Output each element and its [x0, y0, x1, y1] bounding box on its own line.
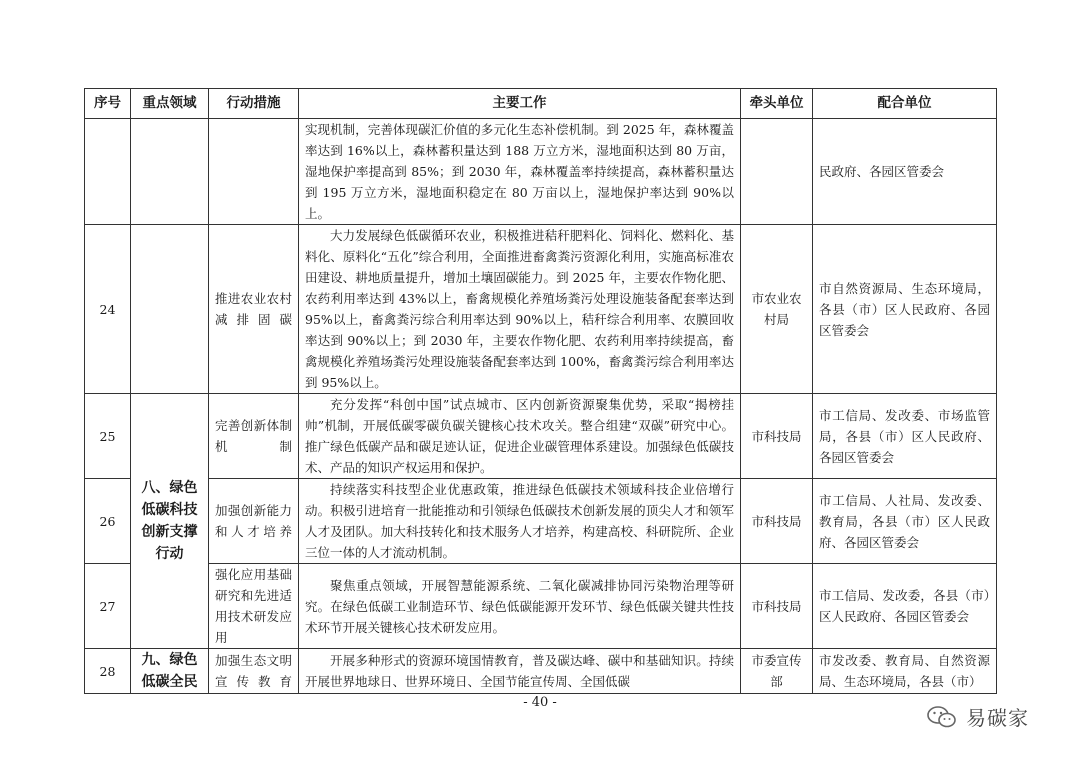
- lead-unit-cell: 市科技局: [741, 479, 813, 564]
- table-row: [85, 225, 997, 394]
- coop-unit-cell: 市工信局、发改委，各县（市）区人民政府、各园区管委会: [813, 564, 997, 649]
- action-cell: 加强创新能力和人才培养: [209, 479, 299, 564]
- coop-unit-cell: 市自然资源局、生态环境局，各县（市）区人民政府、各园区管委会: [813, 225, 997, 394]
- work-cell: 大力发展绿色低碳循环农业，积极推进秸秆肥料化、饲料化、燃料化、基料化、原料化“五化”综合利用，全面推进畜禽粪污资源化利用，实施高标准农田建设、耕地质量提升，增加土壤固碳能力。到 2025 年，主要农作物化肥、农药利用率达到 43%以上，畜禽规模化养殖场粪污处理设施装备配套率达到 95%以上，畜禽粪污综合利用率达到 90%以上，秸秆综合利用率、农膜回收率达到 90%以上；到 2030 年，主要农作物化肥、农药利用率持续提高，畜禽规模化养殖场粪污处理设施装备配套率达到 100%，畜禽粪污综合利用率达到 95%以上。: [299, 225, 741, 394]
- header-field: 重点领域: [131, 89, 209, 119]
- table-row: [85, 479, 997, 564]
- coop-unit-cell: 市工信局、人社局、发改委、教育局，各县（市）区人民政府、各园区管委会: [813, 479, 997, 564]
- lead-unit-cell: [741, 119, 813, 225]
- field-cell: 八、绿色低碳科技创新支撑行动: [131, 394, 209, 649]
- work-cell: 充分发挥“科创中国”试点城市、区内创新资源聚集优势，采取“揭榜挂帅”机制，开展低碳零碳负碳关键核心技术攻关。整合组建“双碳”研究中心。推广绿色低碳产品和碳足迹认证，促进企业碳管理体系建设。加强绿色低碳技术、产品的知识产权运用和保护。: [299, 394, 741, 479]
- work-cell: 聚焦重点领域，开展智慧能源系统、二氧化碳减排协同污染物治理等研究。在绿色低碳工业制造环节、绿色低碳能源开发环节、绿色低碳关键共性技术环节开展关键核心技术研发应用。: [299, 564, 741, 649]
- header-action: 行动措施: [209, 89, 299, 119]
- field-cell: [131, 119, 209, 225]
- row-number: [85, 119, 131, 225]
- table-row: [85, 119, 997, 225]
- action-cell: [209, 119, 299, 225]
- header-work: 主要工作: [299, 89, 741, 119]
- table-row: [85, 394, 997, 479]
- header-coop: 配合单位: [813, 89, 997, 119]
- action-cell: 推进农业农村减排固碳: [209, 225, 299, 394]
- field-cell: [131, 225, 209, 394]
- field-cell: 九、绿色低碳全民: [131, 649, 209, 694]
- page-number: - 40 -: [523, 695, 557, 710]
- work-cell: 实现机制，完善体现碳汇价值的多元化生态补偿机制。到 2025 年，森林覆盖率达到 16%以上，森林蓄积量达到 188 万立方米，湿地面积达到 80 万亩，湿地保护率提高到 85%；到 2030 年，森林覆盖率持续提高，森林蓄积量达到 195 万立方米，湿地面积稳定在 80 万亩以上，湿地保护率达到 90%以上。: [299, 119, 741, 225]
- row-number: 28: [85, 649, 131, 694]
- table-row: [85, 564, 997, 649]
- action-plan-table: [84, 88, 997, 694]
- coop-unit-cell: 民政府、各园区管委会: [813, 119, 997, 225]
- header-lead: 牵头单位: [741, 89, 813, 119]
- action-cell: 强化应用基础研究和先进适用技术研发应用: [209, 564, 299, 649]
- work-cell: 开展多种形式的资源环境国情教育，普及碳达峰、碳中和基础知识。持续开展世界地球日、世界环境日、全国节能宣传周、全国低碳: [299, 649, 741, 694]
- brand-name: 易碳家: [966, 706, 1029, 730]
- action-cell: 完善创新体制机制: [209, 394, 299, 479]
- row-number: 25: [85, 394, 131, 479]
- action-cell: 加强生态文明宣传教育: [209, 649, 299, 694]
- work-cell: 持续落实科技型企业优惠政策，推进绿色低碳技术领域科技企业倍增行动。积极引进培育一批能推动和引领绿色低碳技术创新发展的顶尖人才和领军人才及团队。加大科技转化和技术服务人才培养，构建高校、科研院所、企业三位一体的人才流动机制。: [299, 479, 741, 564]
- header-no: 序号: [85, 89, 131, 119]
- coop-unit-cell: 市发改委、教育局、自然资源局、生态环境局，各县（市）: [813, 649, 997, 694]
- lead-unit-cell: 市科技局: [741, 564, 813, 649]
- wechat-icon: [926, 705, 958, 729]
- table-header-row: [85, 89, 997, 119]
- row-number: 24: [85, 225, 131, 394]
- lead-unit-cell: 市委宣传部: [741, 649, 813, 694]
- lead-unit-cell: 市科技局: [741, 394, 813, 479]
- row-number: 26: [85, 479, 131, 564]
- row-number: 27: [85, 564, 131, 649]
- coop-unit-cell: 市工信局、发改委、市场监管局，各县（市）区人民政府、各园区管委会: [813, 394, 997, 479]
- lead-unit-cell: 市农业农村局: [741, 225, 813, 394]
- brand-watermark: [926, 702, 1029, 731]
- table-row: [85, 649, 997, 694]
